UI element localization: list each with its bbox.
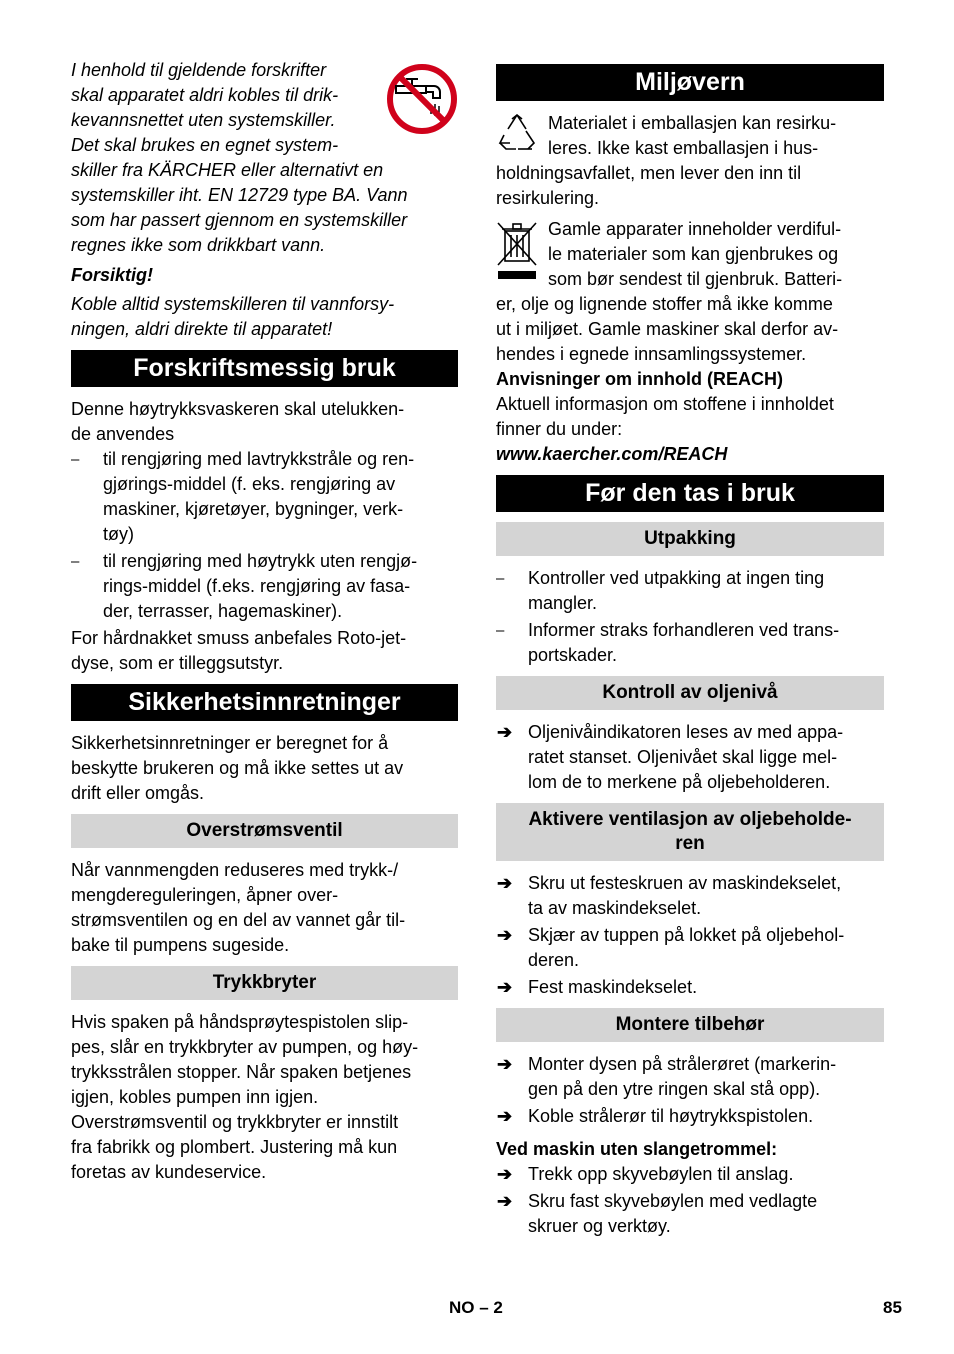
list-item-line: mangler. [528,593,598,613]
paragraph-line: de anvendes [71,424,175,444]
paragraph-line: drift eller omgås. [71,783,205,803]
subheading-trykkbryter: Trykkbryter [71,966,458,1000]
list-item [71,447,458,547]
paragraph-line: holdningsavfallet, men lever den inn til [496,163,802,183]
dash-bullet: – [496,622,505,639]
paragraph-line: strømsventilen og en del av vannet går til- [71,910,406,930]
paragraph-line: igjen, kobles pumpen inn igjen. [71,1087,319,1107]
list-item [496,1162,884,1187]
paragraph-line: mengdereguleringen, åpner over- [71,885,339,905]
intro-line: regnes ikke som drikkbart vann. [71,235,326,255]
paragraph-line: Sikkerhetsinnretninger er beregnet for å [71,733,389,753]
intro-line: kevannsnettet uten systemskiller. [71,110,336,130]
list-item-line: gjørings-middel (f. eks. rengjøring av [103,474,396,494]
paragraph-line: resirkulering. [496,188,600,208]
list-item [496,1052,884,1102]
section-heading-miljovern: Miljøvern [496,64,884,101]
list-item [496,618,884,668]
list-item-line: ta av maskindekselet. [528,898,702,918]
list-item-line: Kontroller ved utpakking at ingen ting [528,568,825,588]
paragraph-line: er, olje og lignende stoffer må ikke komme [496,294,833,314]
list-item [71,549,458,624]
reach-title: Anvisninger om innhold (REACH) [496,369,783,389]
list-item-line: Skjær av tuppen på lokket på oljebehol- [528,925,845,945]
left-column [71,58,458,1185]
list-item [496,923,884,973]
paragraph-line: leres. Ikke kast emballasjen i hus- [548,138,819,158]
disposal-block [496,217,884,367]
list-item-line: rings-middel (f.eks. rengjøring av fasa- [103,576,411,596]
list-item-line: til rengjøring med høytrykk uten rengjø- [103,551,418,571]
caution-line: Koble alltid systemskilleren til vannforsy- [71,294,395,314]
list-item [496,871,884,921]
list-item [496,975,884,1000]
section-heading-sikkerhetsinnretninger: Sikkerhetsinnretninger [71,684,458,721]
intro-line: skiller fra KÄRCHER eller alternativt en [71,160,384,180]
subheading-montere-tilbehor: Montere tilbehør [496,1008,884,1042]
bullet-arrow-icon: ➔ [497,1164,513,1184]
intro-block [71,58,458,258]
subheading-aktivere-ventilasjon [496,803,884,861]
paragraph-line: Overstrømsventil og trykkbryter er innstilt [71,1112,399,1132]
list-item-line: skruer og verktøy. [528,1216,671,1236]
intro-line: Det skal brukes en egnet system- [71,135,339,155]
paragraph-line: beskytte brukeren og må ikke settes ut av [71,758,404,778]
recycle-block [496,111,884,211]
intro-line: systemskiller iht. EN 12729 type BA. Vann [71,185,408,205]
intro-line: I henhold til gjeldende forskrifter [71,60,327,80]
dash-bullet: – [71,553,80,570]
caution-label: Forsiktig! [71,265,154,285]
intro-line: som har passert gjennom en systemskiller [71,210,408,230]
no-drinking-water-icon [386,62,458,136]
list-item-line: portskader. [528,645,618,665]
caution-line: ningen, aldri direkte til apparatet! [71,319,333,339]
list-item [496,1104,884,1129]
paragraph-line: pes, slår en trykkbryter av pumpen, og høy- [71,1037,419,1057]
list-item-line: til rengjøring med lavtrykkstråle og ren- [103,449,415,469]
list-item-line: ratet stanset. Oljenivået skal ligge mel- [528,747,838,767]
list-item-line: Skru ut festeskruen av maskindekselet, [528,873,842,893]
no-drum-label: Ved maskin uten slangetrommel: [496,1139,778,1159]
list-item-line: lom de to merkene på oljebeholderen. [528,772,831,792]
bullet-arrow-icon: ➔ [497,925,513,945]
intro-line: skal apparatet aldri kobles til drik- [71,85,339,105]
list-item-line: der, terrasser, hagemaskiner). [103,601,343,621]
recycle-icon [496,113,538,151]
list-item-line: tøy) [103,524,134,544]
list-item-line: Skru fast skyvebøylen med vedlagte [528,1191,818,1211]
list-item-line: Oljenivåindikatoren leses av med appa- [528,722,844,742]
right-column [496,58,884,1241]
paragraph-line: Aktuell informasjon om stoffene i innholdet [496,394,834,414]
list-item-line: maskiner, kjøretøyer, bygninger, verk- [103,499,404,519]
footer-label: NO – 2 [449,1298,503,1317]
paragraph-line: foretas av kundeservice. [71,1162,267,1182]
list-item-line: Fest maskindekselet. [528,977,698,997]
bullet-arrow-icon: ➔ [497,873,513,893]
paragraph-line: Denne høytrykksvaskeren skal utelukken- [71,399,405,419]
paragraph-line: finner du under: [496,419,623,439]
paragraph-line: hendes i egnede innsamlingssystemer. [496,344,807,364]
list-item-line: Trekk opp skyvebøylen til anslag. [528,1164,794,1184]
bullet-arrow-icon: ➔ [497,977,513,997]
list-item-line: Informer straks forhandleren ved trans- [528,620,840,640]
list-item [496,566,884,616]
paragraph-line: Når vannmengden reduseres med trykk-/ [71,860,399,880]
dash-bullet: – [496,570,505,587]
list-item-line: Koble strålerør til høytrykkspistolen. [528,1106,814,1126]
page-number: 85 [883,1298,902,1317]
list-item [496,1189,884,1239]
paragraph-line: som bør sendest til gjenbruk. Batteri- [548,269,843,289]
bullet-arrow-icon: ➔ [497,1191,513,1211]
subheading-line: ren [675,833,705,854]
subheading-line: Aktivere ventilasjon av oljebeholde- [528,809,852,830]
paragraph-line: Materialet i emballasjen kan resirku- [548,113,837,133]
list-item-line: gen på den ytre ringen skal stå opp). [528,1079,821,1099]
subheading-utpakking: Utpakking [496,522,884,556]
crossed-bin-icon [496,219,538,281]
list-item [496,720,884,795]
dash-bullet: – [71,451,80,468]
paragraph-line: le materialer som kan gjenbrukes og [548,244,839,264]
section-heading-for-den-tas-i-bruk: Før den tas i bruk [496,475,884,512]
paragraph-line: ut i miljøet. Gamle maskiner skal derfor av- [496,319,839,339]
bullet-arrow-icon: ➔ [497,1106,513,1126]
list-item-line: deren. [528,950,580,970]
subheading-kontroll-av-oljeniva: Kontroll av oljenivå [496,676,884,710]
paragraph-line: trykksstrålen stopper. Når spaken betjenes [71,1062,412,1082]
paragraph-line: Gamle apparater inneholder verdiful- [548,219,842,239]
section-heading-forskriftsmessig-bruk: Forskriftsmessig bruk [71,350,458,387]
paragraph-line: bake til pumpens sugeside. [71,935,290,955]
bullet-arrow-icon: ➔ [497,1054,513,1074]
reach-url[interactable]: www.kaercher.com/REACH [496,444,728,464]
paragraph-line: fra fabrikk og plombert. Justering må kun [71,1137,398,1157]
paragraph-line: dyse, som er tilleggsutstyr. [71,653,284,673]
bullet-arrow-icon: ➔ [497,722,513,742]
subheading-overstromsventil: Overstrømsventil [71,814,458,848]
paragraph-line: Hvis spaken på håndsprøytespistolen slip- [71,1012,409,1032]
list-item-line: Monter dysen på strålerøret (markerin- [528,1054,837,1074]
paragraph-line: For hårdnakket smuss anbefales Roto-jet- [71,628,407,648]
